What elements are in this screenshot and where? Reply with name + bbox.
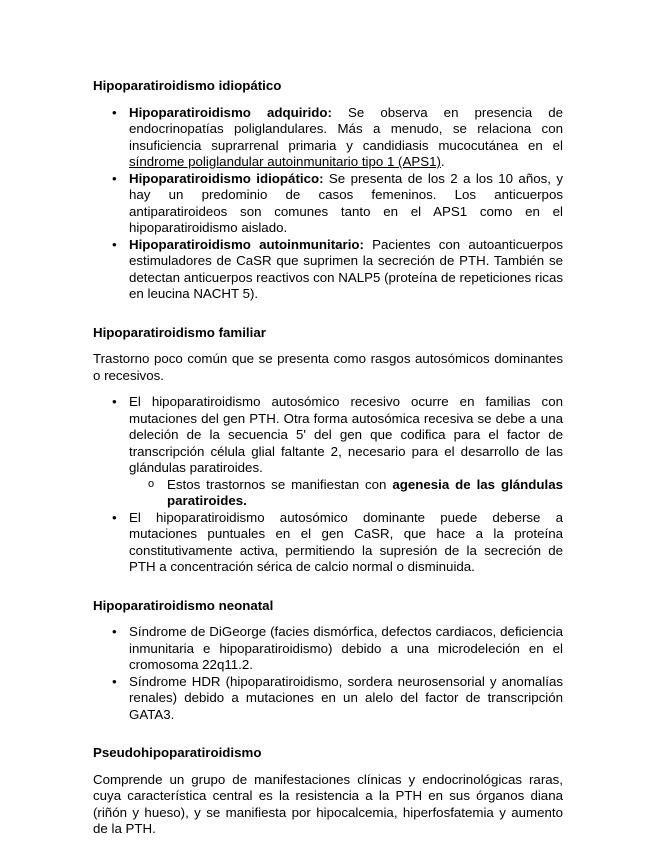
- bullet-list: [93, 624, 563, 723]
- item-text: Pacientes con autoanticuerpos estimuladores de CaSR que suprimen la secreción de PTH. También se detectan anticuerpos reactivos con NALP5 (proteína de repeticiones ricas en leucina NACHT 5).: [129, 236, 564, 301]
- item-term: Hipoparatiroidismo adquirido:: [129, 104, 332, 120]
- section-intro: Comprende un grupo de manifestaciones clínicas y endocrinológicas raras, cuya característica central es la resistencia a la PTH en sus órganos diana (riñón y hueso), y se manifiesta por hipocalcemia, hiperfosfatemia y aumento de la PTH.: [93, 771, 563, 836]
- item-text: El hipoparatiroidismo autosómico recesivo ocurre en familias con mutaciones del gen PTH. Otra forma autosómica recesiva se debe a una deleción de la secuencia 5' del gen que codifica para el factor de transcripción célula glial faltante 2, necesario para el desarrollo de las glándulas paratiroides.: [129, 394, 563, 475]
- section-title: Hipoparatiroidismo idiopático: [93, 78, 282, 93]
- item-term: Hipoparatiroidismo idiopático:: [129, 170, 324, 186]
- section-neonatal: [93, 598, 563, 724]
- list-item: [93, 510, 563, 576]
- section-title: Hipoparatiroidismo neonatal: [93, 597, 274, 613]
- list-item: [93, 624, 563, 674]
- list-item: [93, 237, 563, 303]
- list-item: [93, 105, 563, 171]
- item-emphasis: agenesia de las glándulas paratiroides.: [167, 476, 564, 508]
- item-text: Se presenta de los 2 a los 10 años, y hay un predominio de casos femeninos. Los anticuerpos antiparatiroideos son comunes tanto en el APS1 como en el hipoparatiroidismo aislado.: [129, 170, 563, 235]
- item-text: Se observa en presencia de endocrinopatías poliglandulares. Más a menudo, se relaciona con insuficiencia suprarrenal primaria y candidiasis mucocutánea en el: [129, 104, 563, 153]
- section-title: Hipoparatiroidismo familiar: [93, 324, 266, 340]
- section-familial: [93, 325, 563, 576]
- document-page: [93, 78, 563, 860]
- bullet-list: [93, 394, 563, 576]
- sub-list-item: [129, 477, 563, 510]
- section-title: Pseudohipoparatiroidismo: [93, 745, 262, 760]
- item-text: Síndrome HDR (hipoparatiroidismo, sordera neurosensorial y anomalías renales) debido a mutaciones en un alelo del factor de transcripción GATA3.: [129, 673, 563, 722]
- list-item: [93, 674, 563, 724]
- item-text: El hipoparatiroidismo autosómico dominante puede deberse a mutaciones puntuales en el gen CaSR, que hace a la proteína constitutivamente activa, permitiendo la supresión de la secreción de PTH a concentración sérica de calcio normal o disminuida.: [129, 509, 563, 574]
- sub-list: [129, 477, 563, 510]
- bullet-list: [93, 105, 563, 303]
- section-idiopathic: [93, 78, 563, 303]
- item-tail: .: [440, 154, 445, 169]
- item-text: Síndrome de DiGeorge (facies dismórfica, defectos cardiacos, deficiencia inmunitaria e hipoparatiroidismo) debido a una microdeleción en el cromosoma 22q11.2.: [129, 624, 563, 672]
- item-text: Estos trastornos se manifiestan con: [167, 476, 393, 492]
- aps1-link[interactable]: síndrome poliglandular autoinmunitario tipo 1 (APS1): [129, 154, 441, 169]
- list-item: [93, 394, 563, 510]
- list-item: [93, 171, 563, 237]
- item-term: Hipoparatiroidismo autoinmunitario:: [129, 236, 364, 252]
- section-intro: Trastorno poco común que se presenta como rasgos autosómicos dominantes o recesivos.: [93, 351, 563, 383]
- section-pseudo: [93, 745, 563, 838]
